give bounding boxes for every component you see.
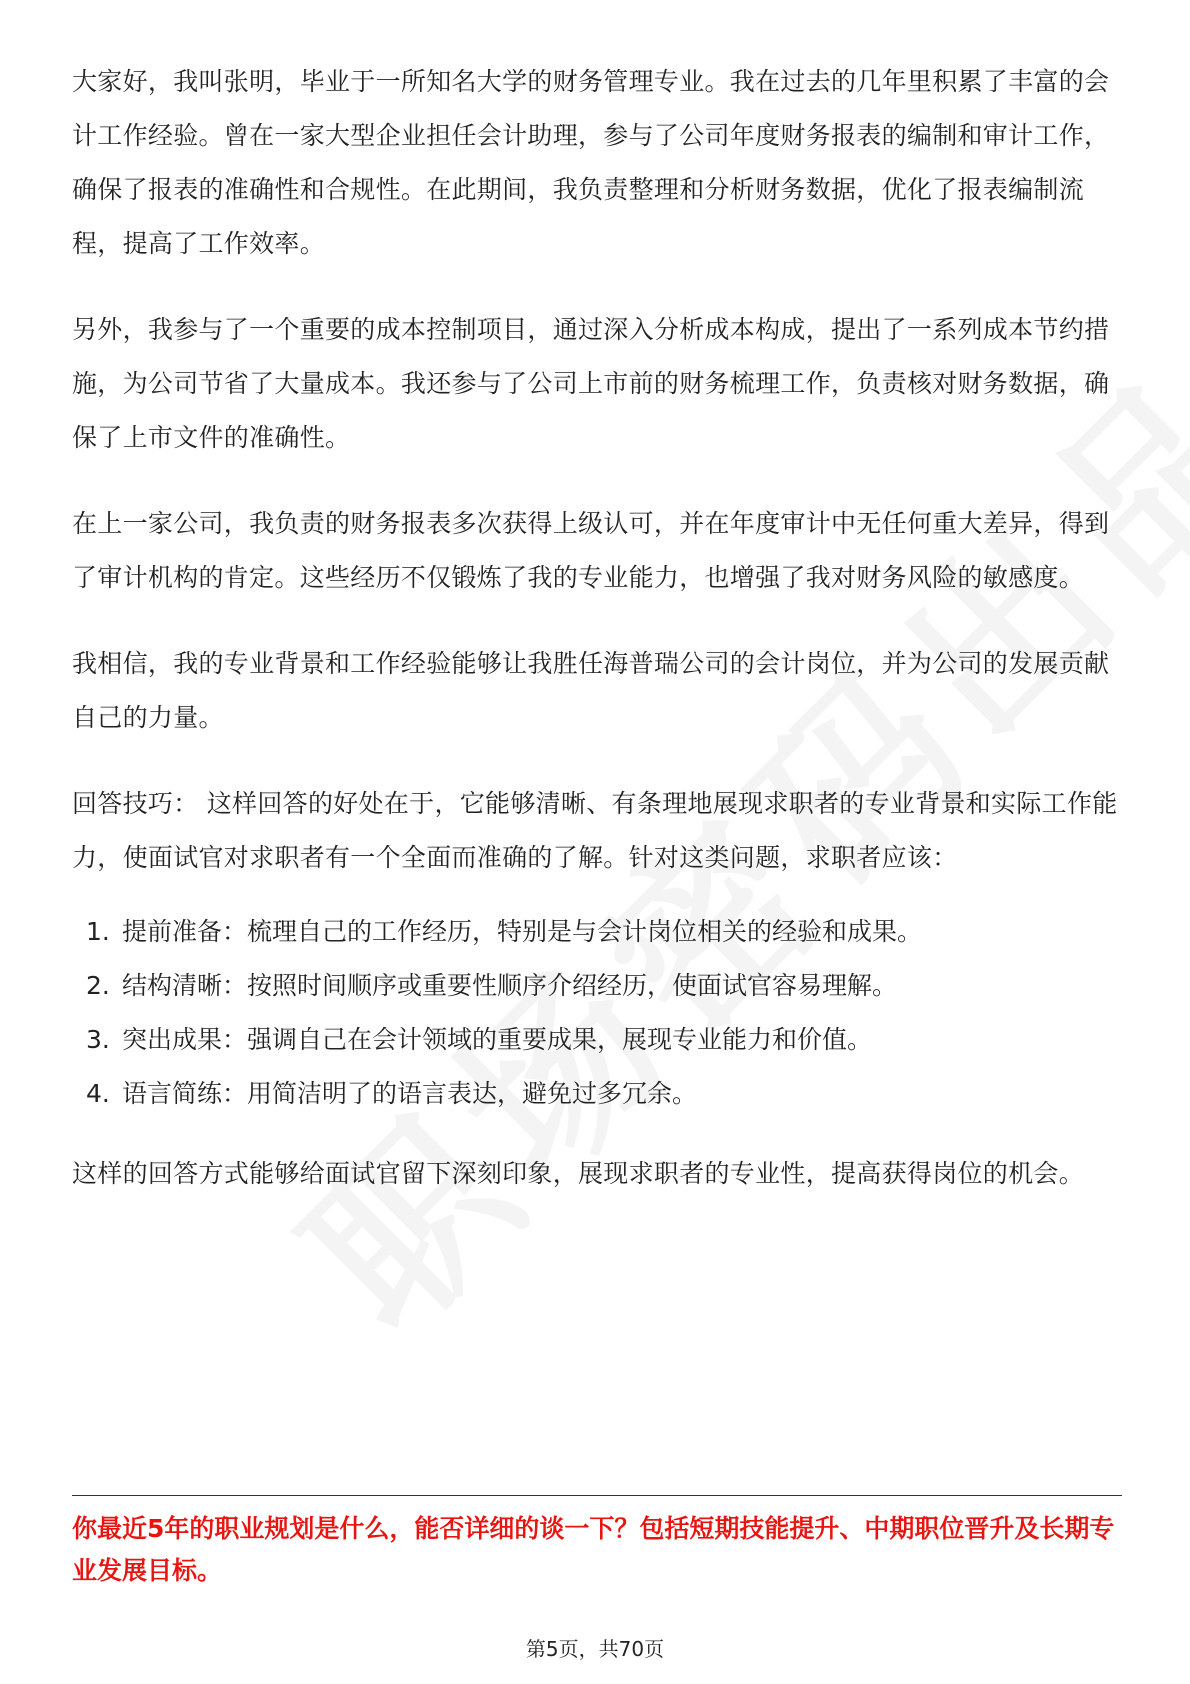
list-text: 提前准备：梳理自己的工作经历，特别是与会计岗位相关的经验和成果。 [122, 917, 923, 946]
list-text: 突出成果：强调自己在会计领域的重要成果，展现专业能力和价值。 [122, 1025, 873, 1054]
answer-tips: 回答技巧： 这样回答的好处在于，它能够清晰、有条理地展现求职者的专业背景和实际工作能力，使面试官对求职者有一个全面而准确的了解。针对这类问题，求职者应该： [72, 789, 1118, 872]
list-number: 1. [86, 917, 110, 946]
list-text: 语言简练：用简洁明了的语言表达，避免过多冗余。 [122, 1079, 698, 1108]
document-body [72, 55, 1122, 1233]
paragraph-cost-project: 另外，我参与了一个重要的成本控制项目，通过深入分析成本构成，提出了一系列成本节约措施，为公司节省了大量成本。我还参与了公司上市前的财务梳理工作，负责核对财务数据，确保了上市文件的准确性。 [72, 315, 1110, 452]
list-number: 2. [86, 971, 110, 1000]
tips-list [72, 905, 1122, 1121]
paragraph-intro: 大家好，我叫张明，毕业于一所知名大学的财务管理专业。我在过去的几年里积累了丰富的会计工作经验。曾在一家大型企业担任会计助理，参与了公司年度财务报表的编制和审计工作，确保了报表的准确性和合规性。在此期间，我负责整理和分析财务数据，优化了报表编制流程，提高了工作效率。 [72, 67, 1110, 258]
list-number: 4. [86, 1079, 110, 1108]
paragraph-achievements: 在上一家公司，我负责的财务报表多次获得上级认可，并在年度审计中无任何重大差异，得到了审计机构的肯定。这些经历不仅锻炼了我的专业能力，也增强了我对财务风险的敏感度。 [72, 509, 1110, 592]
section-divider [72, 1495, 1122, 1496]
list-item [86, 905, 1122, 959]
paragraph-conclusion: 这样的回答方式能够给面试官留下深刻印象，展现求职者的专业性，提高获得岗位的机会。 [72, 1159, 1085, 1188]
list-number: 3. [86, 1025, 110, 1054]
list-item [86, 1013, 1122, 1067]
page-footer: 第5页，共70页 [525, 1637, 665, 1661]
list-item [86, 959, 1122, 1013]
list-text: 结构清晰：按照时间顺序或重要性顺序介绍经历，使面试官容易理解。 [122, 971, 898, 1000]
list-item [86, 1067, 1122, 1121]
next-question: 你最近5年的职业规划是什么，能否详细的谈一下？包括短期技能提升、中期职位晋升及长期专业发展目标。 [72, 1514, 1115, 1585]
paragraph-closing: 我相信，我的专业背景和工作经验能够让我胜任海普瑞公司的会计岗位，并为公司的发展贡献自己的力量。 [72, 649, 1110, 732]
